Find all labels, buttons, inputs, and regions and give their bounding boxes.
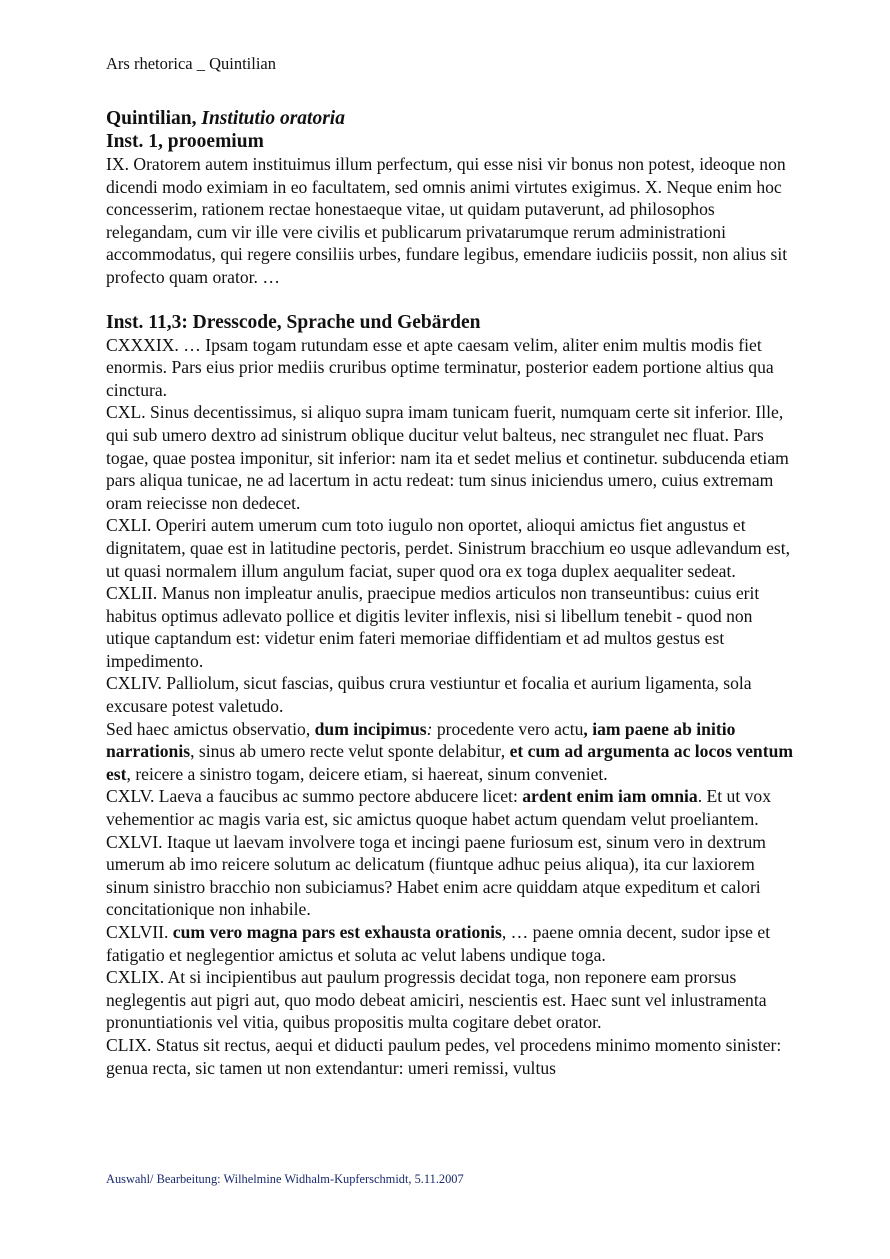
paragraph bbox=[106, 672, 796, 717]
title-work: Institutio oratoria bbox=[201, 108, 345, 129]
text-segment: CXLIX. At si incipientibus aut paulum progressis decidat toga, non reponere eam prorsus neglegentis aut pigri aut, quo modo debeat amiciri, nescientis est. Haec sunt vel inlustramenta pronuntiationis vel vitia, quibus propositis multa cogitare debet orator. bbox=[106, 967, 767, 1033]
text-segment: , bbox=[500, 741, 506, 762]
section-prooemium bbox=[106, 130, 796, 289]
text-segment: , sinus ab umero recte velut sponte delabitur bbox=[190, 741, 501, 762]
title-author: Quintilian, bbox=[106, 108, 202, 129]
text-segment: CLIX. Status sit rectus, aequi et diducti paulum pedes, vel procedens minimo momento sinister: genua recta, sic tamen ut non extendantur: umeri remissi, vultus bbox=[106, 1034, 782, 1078]
text-segment: CXLIV. Palliolum, sicut fascias, quibus crura vestiuntur et focalia et aurium ligamenta, sola excusare potest valetudo. bbox=[106, 673, 752, 717]
emphasized-text: , iam paene ab initio narrationis bbox=[106, 718, 736, 762]
section-heading: Inst. 1, prooemium bbox=[106, 131, 264, 152]
emphasized-text: dum incipimus bbox=[314, 718, 427, 739]
paragraph bbox=[106, 831, 796, 921]
text-segment: CXLII. Manus non impleatur anulis, praecipue medios articulos non transeuntibus: cuius erit habitus optimus adlevato pollice et digitis leviter inflexis, nisi si libellum tenebit - quod non utique captandum est: videtur enim fateri memoriae diffidentiam et ad multos gestus est impedimento. bbox=[106, 583, 760, 671]
paragraph bbox=[106, 966, 796, 1034]
text-segment: CXL. Sinus decentissimus, si aliquo supra imam tunicam fuerit, numquam certe sit inferior. Ille, qui sub umero dextro ad sinistrum oblique ducitur velut balteus, nec strangulet nec fluat. Pars togae, quae postea imponitur, sit inferior: nam ita et sedet melius et continetur. subducenda etiam pars aliqua tunicae, ne ad lacertum in actu redeat: tum sinus iniciendus umero, cuius extremam oram reiecisse non dedecet. bbox=[106, 402, 789, 513]
section-dresscode bbox=[106, 311, 796, 1080]
paragraph bbox=[106, 785, 796, 830]
text-segment: CXLV. Laeva a faucibus ac summo pectore abducere licet: bbox=[106, 786, 523, 807]
text-segment: CXXXIX. … Ipsam togam rutundam esse et apte caesam velim, aliter enim multis modis fiet enormis. Pars eius prior mediis cruribus optime terminatur, posterior eadem portione altius qua cinctura. bbox=[106, 334, 774, 400]
text-segment: : bbox=[426, 718, 433, 739]
section-paragraphs bbox=[106, 334, 796, 1080]
document-title bbox=[106, 107, 796, 130]
text-segment: , reicere a sinistro togam, deicere etiam, si haereat, sinum conveniet. bbox=[126, 763, 608, 784]
footer-credit: Auswahl/ Bearbeitung: Wilhelmine Widhalm-Kupferschmidt, 5.11.2007 bbox=[106, 1172, 464, 1186]
paragraph bbox=[106, 514, 796, 582]
section-paragraphs bbox=[106, 153, 796, 289]
text-segment: . Et ut vox vehementior ac magis varia est, sic amictus quoque habet actum quendam velut proeliantem. bbox=[106, 786, 771, 830]
paragraph bbox=[106, 582, 796, 672]
emphasized-text: cum vero magna pars est exhausta orationis bbox=[172, 922, 502, 942]
paragraph bbox=[106, 1034, 796, 1079]
emphasized-text: et cum ad argumenta ac locos ventum est bbox=[106, 741, 794, 784]
paragraph bbox=[106, 921, 796, 966]
document-body bbox=[106, 107, 796, 1079]
paragraph bbox=[106, 334, 796, 402]
paragraph bbox=[106, 718, 796, 786]
text-segment: CXLI. Operiri autem umerum cum toto iugulo non oportet, alioqui amictus fiet angustus et dignitatem, quae est in latitudine pectoris, perdet. Sinistrum bracchium eo usque adlevandum est, ut quasi normalem illum angulum faciat, super quod ora ex toga duplex aequaliter sedeat. bbox=[106, 515, 791, 581]
section-spacer bbox=[106, 289, 796, 311]
text-segment: procedente vero actu bbox=[432, 718, 584, 739]
text-segment: IX. Oratorem autem instituimus illum perfectum, qui esse nisi vir bonus non potest, ideoque non dicendi modo eximiam in eo facultatem, sed omnis animi virtutes exigimus. X. Neque enim hoc concesserim, rationem rectae honestaeque vitae, ut quidam putaverunt, ad philosophos relegandam, cum vir ille vere civilis et publicarum privatarumque rerum administrationi accommodatus, qui regere consiliis urbes, fundare legibus, emendare iudiciis possit, non alius sit profecto quam orator. … bbox=[106, 154, 788, 287]
text-segment: , … paene omnia decent, sudor ipse et fatigatio et neglegentior amictus et soluta ac velut labens undique toga. bbox=[106, 922, 771, 965]
text-segment: Sed haec amictus observatio, bbox=[106, 718, 315, 739]
paragraph bbox=[106, 401, 796, 514]
paragraph bbox=[106, 153, 796, 289]
text-segment: CXLVII. bbox=[106, 922, 173, 942]
section-heading: Inst. 11,3: Dresscode, Sprache und Gebärden bbox=[106, 311, 481, 333]
text-segment: CXLVI. Itaque ut laevam involvere toga et incingi paene furiosum est, sinum vero in dextrum umerum ab imo reicere solutum ac delicatum (fiuntque adhuc peius aliqua), ita cur laxiorem sinum sinistro bracchio non subiciamus? Habet enim acre quiddam atque expeditum et calori concitationique non inhabile. bbox=[106, 831, 766, 920]
emphasized-text: ardent enim iam omnia bbox=[522, 786, 698, 807]
running-header: Ars rhetorica _ Quintilian bbox=[106, 54, 276, 73]
